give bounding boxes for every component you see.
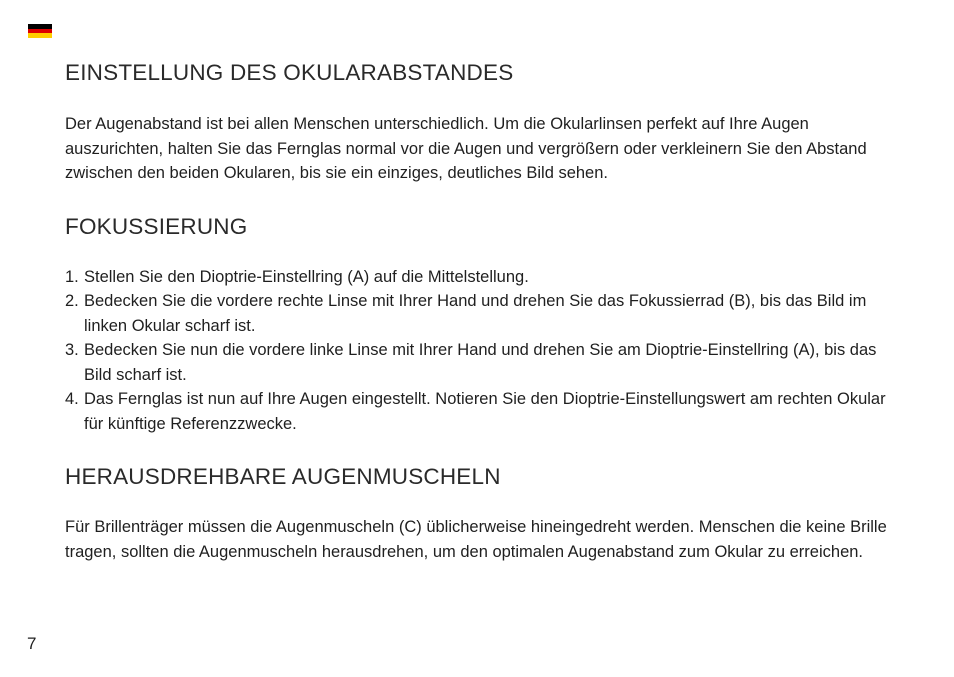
focus-steps-list — [65, 265, 895, 437]
list-item — [65, 289, 895, 338]
flag-stripe-gold — [28, 33, 52, 38]
step-text: Bedecken Sie die vordere rechte Linse mit Ihrer Hand und drehen Sie das Fokussierrad (B), bis das Bild im linken Okular scharf ist. — [84, 292, 867, 335]
step-number: 2. — [65, 292, 79, 310]
section-body: Der Augenabstand ist bei allen Menschen unterschiedlich. Um die Okularlinsen perfekt auf Ihre Augen auszurichten, halten Sie das Fernglas normal vor die Augen und vergrößern oder verkleinern Sie den Abstand zwischen den beiden Okularen, bis sie ein einziges, deutliches Bild sehen. — [65, 115, 867, 182]
section-heading: EINSTELLUNG DES OKULARABSTANDES — [65, 60, 514, 85]
list-item — [65, 387, 895, 436]
section-interpupillary — [65, 60, 895, 186]
step-text: Das Fernglas ist nun auf Ihre Augen eingestellt. Notieren Sie den Dioptrie-Einstellungswert am rechten Okular für künftige Referenzzwecke. — [84, 390, 886, 433]
german-flag-icon — [28, 24, 52, 38]
step-number: 4. — [65, 390, 79, 408]
step-text: Stellen Sie den Dioptrie-Einstellring (A) auf die Mittelstellung. — [84, 267, 529, 286]
section-eyecups — [65, 464, 895, 564]
list-item — [65, 265, 895, 290]
step-number: 3. — [65, 341, 79, 359]
page-content — [65, 60, 895, 564]
step-text: Bedecken Sie nun die vordere linke Linse mit Ihrer Hand und drehen Sie am Dioptrie-Einstellring (A), bis das Bild scharf ist. — [84, 341, 877, 384]
section-heading: HERAUSDREHBARE AUGENMUSCHELN — [65, 464, 501, 489]
list-item — [65, 338, 895, 387]
section-body: Für Brillenträger müssen die Augenmuscheln (C) üblicherweise hineingedreht werden. Menschen die keine Brille tragen, sollten die Augenmuscheln herausdrehen, um den optimalen Augenabstand zum Okular zu erreichen. — [65, 518, 887, 561]
page-number: 7 — [27, 634, 37, 653]
section-heading: FOKUSSIERUNG — [65, 213, 248, 239]
step-number: 1. — [65, 267, 79, 286]
section-focusing — [65, 214, 895, 437]
